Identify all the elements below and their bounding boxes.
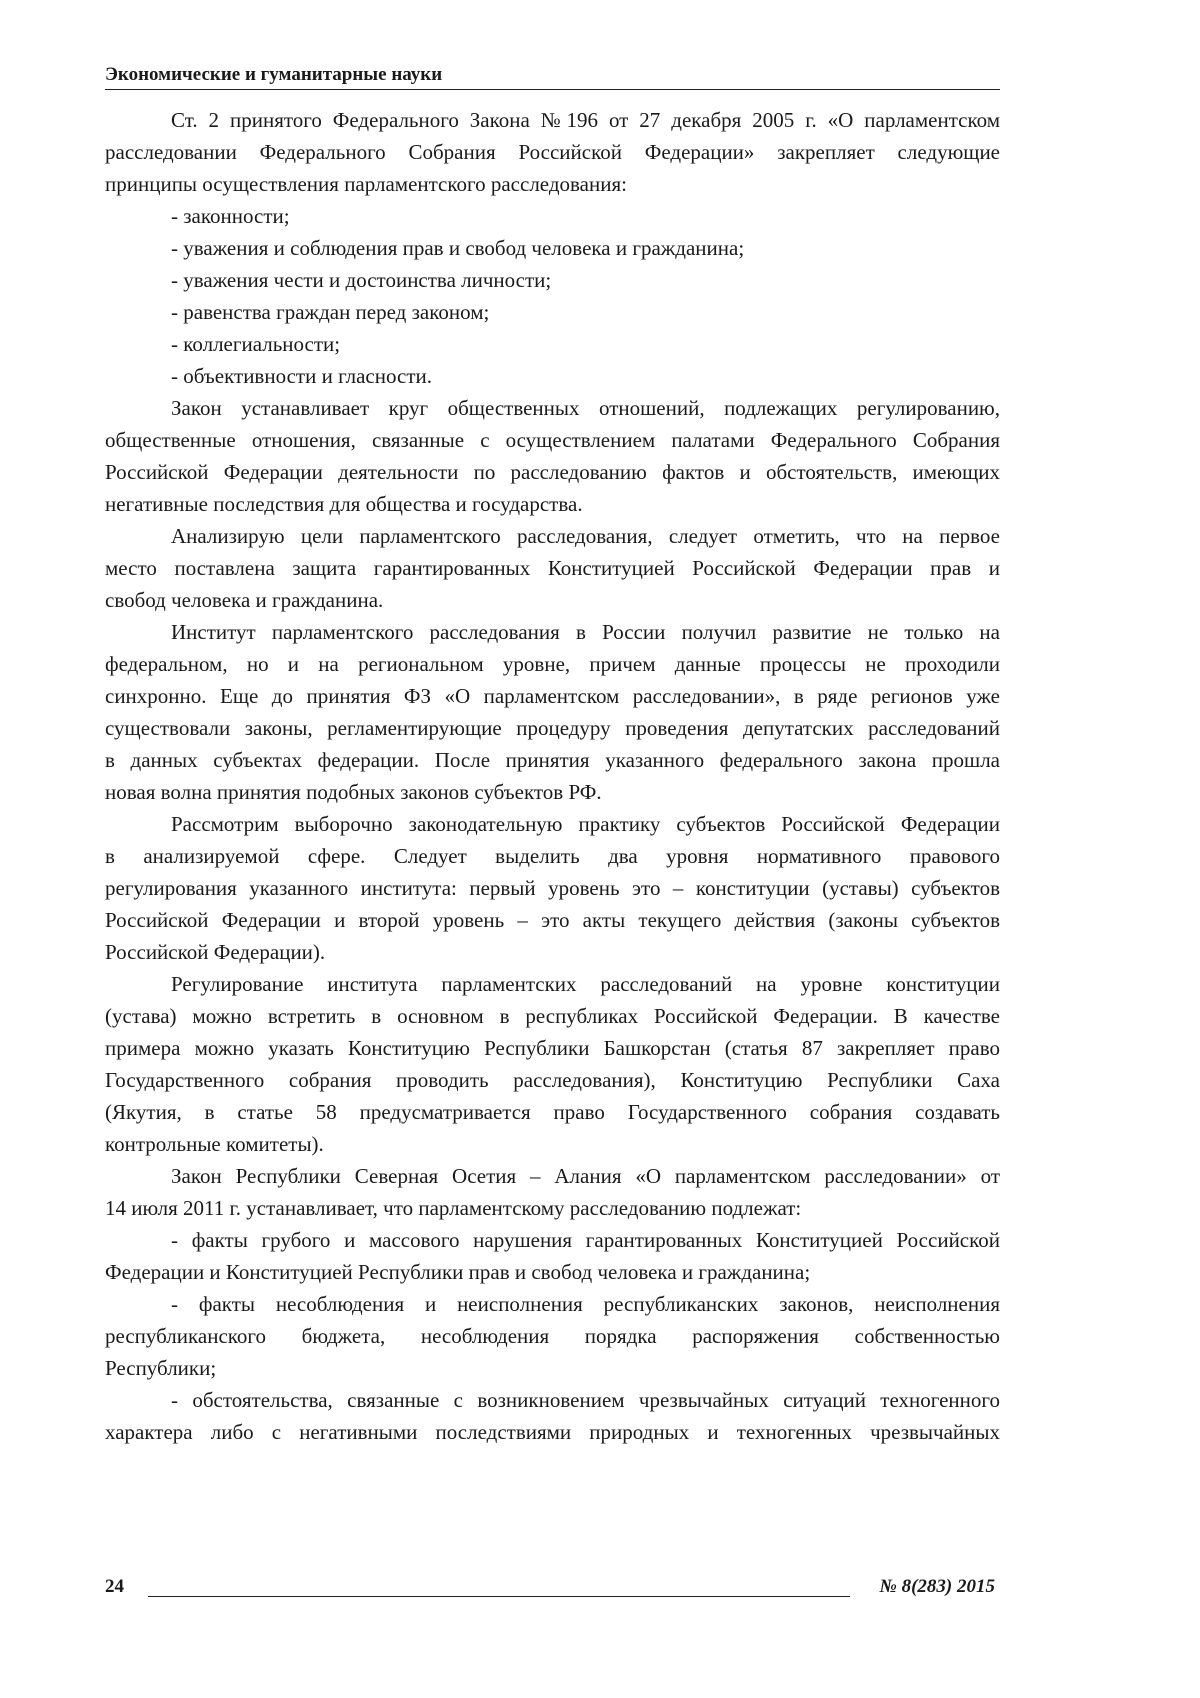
text-line: расследовании Федерального Собрания Российской Федерации» закрепляет следующие	[105, 136, 1000, 168]
list-item	[105, 232, 1000, 264]
text-line: Российской Федерации и второй уровень – это акты текущего действия (законы субъектов	[105, 904, 1000, 936]
text-line: негативные последствия для общества и государства.	[105, 488, 1000, 520]
text-line: синхронно. Еще до принятия ФЗ «О парламентском расследовании», в ряде регионов уже	[105, 680, 1000, 712]
text-line: - уважения и соблюдения прав и свобод человека и гражданина;	[105, 232, 1000, 264]
list-item	[105, 200, 1000, 232]
text-line: (устава) можно встретить в основном в республиках Российской Федерации. В качестве	[105, 1000, 1000, 1032]
text-line: - равенства граждан перед законом;	[105, 296, 1000, 328]
text-line: - факты грубого и массового нарушения гарантированных Конституцией Российской	[105, 1224, 1000, 1256]
text-line: принципы осуществления парламентского расследования:	[105, 168, 1000, 200]
text-line: республиканского бюджета, несоблюдения порядка распоряжения собственностью	[105, 1320, 1000, 1352]
paragraph	[105, 520, 1000, 616]
paragraph	[105, 1160, 1000, 1224]
paragraph	[105, 616, 1000, 808]
paragraph	[105, 1224, 1000, 1288]
page-number: 24	[105, 1576, 124, 1598]
text-line: в анализируемой сфере. Следует выделить два уровня нормативного правового	[105, 840, 1000, 872]
text-line: Институт парламентского расследования в России получил развитие не только на	[105, 616, 1000, 648]
list-item	[105, 264, 1000, 296]
text-line: - законности;	[105, 200, 1000, 232]
text-line: свобод человека и гражданина.	[105, 584, 1000, 616]
text-line: Рассмотрим выборочно законодательную практику субъектов Российской Федерации	[105, 808, 1000, 840]
text-line: характера либо с негативными последствиями природных и техногенных чрезвычайных	[105, 1416, 1000, 1448]
text-line: Федерации и Конституцией Республики прав и свобод человека и гражданина;	[105, 1256, 1000, 1288]
text-line: Ст. 2 принятого Федерального Закона №196 от 27 декабря 2005 г. «О парламентском	[105, 104, 1000, 136]
issue-number: № 8(283) 2015	[879, 1576, 995, 1598]
text-line: новая волна принятия подобных законов субъектов РФ.	[105, 776, 1000, 808]
text-line: Российской Федерации деятельности по расследованию фактов и обстоятельств, имеющих	[105, 456, 1000, 488]
footer-rule	[148, 1596, 850, 1597]
text-line: - факты несоблюдения и неисполнения республиканских законов, неисполнения	[105, 1288, 1000, 1320]
text-line: Анализирую цели парламентского расследования, следует отметить, что на первое	[105, 520, 1000, 552]
list-item	[105, 360, 1000, 392]
paragraph	[105, 104, 1000, 200]
text-line: 14 июля 2011 г. устанавливает, что парламентскому расследованию подлежат:	[105, 1192, 1000, 1224]
list-item	[105, 328, 1000, 360]
text-line: примера можно указать Конституцию Республики Башкорстан (статья 87 закрепляет право	[105, 1032, 1000, 1064]
text-line: Республики;	[105, 1352, 1000, 1384]
text-line: - объективности и гласности.	[105, 360, 1000, 392]
text-line: существовали законы, регламентирующие процедуру проведения депутатских расследований	[105, 712, 1000, 744]
paragraph	[105, 1384, 1000, 1448]
text-line: общественные отношения, связанные с осуществлением палатами Федерального Собрания	[105, 424, 1000, 456]
text-line: Государственного собрания проводить расследования), Конституцию Республики Саха	[105, 1064, 1000, 1096]
article-body	[105, 104, 1000, 1448]
text-line: Регулирование института парламентских расследований на уровне конституции	[105, 968, 1000, 1000]
text-line: Закон Республики Северная Осетия – Алания «О парламентском расследовании» от	[105, 1160, 1000, 1192]
text-line: Российской Федерации).	[105, 936, 1000, 968]
paragraph	[105, 1288, 1000, 1384]
text-line: регулирования указанного института: первый уровень это – конституции (уставы) субъектов	[105, 872, 1000, 904]
running-header: Экономические и гуманитарные науки	[105, 64, 1000, 90]
paragraph	[105, 808, 1000, 968]
text-line: (Якутия, в статье 58 предусматривается право Государственного собрания создавать	[105, 1096, 1000, 1128]
paragraph	[105, 968, 1000, 1160]
text-line: в данных субъектах федерации. После принятия указанного федерального закона прошла	[105, 744, 1000, 776]
page-footer	[105, 1576, 995, 1606]
text-line: Закон устанавливает круг общественных отношений, подлежащих регулированию,	[105, 392, 1000, 424]
text-line: - обстоятельства, связанные с возникновением чрезвычайных ситуаций техногенного	[105, 1384, 1000, 1416]
paragraph	[105, 392, 1000, 520]
list-item	[105, 296, 1000, 328]
text-line: место поставлена защита гарантированных Конституцией Российской Федерации прав и	[105, 552, 1000, 584]
text-line: федеральном, но и на региональном уровне, причем данные процессы не проходили	[105, 648, 1000, 680]
text-line: - уважения чести и достоинства личности;	[105, 264, 1000, 296]
text-line: - коллегиальности;	[105, 328, 1000, 360]
text-line: контрольные комитеты).	[105, 1128, 1000, 1160]
